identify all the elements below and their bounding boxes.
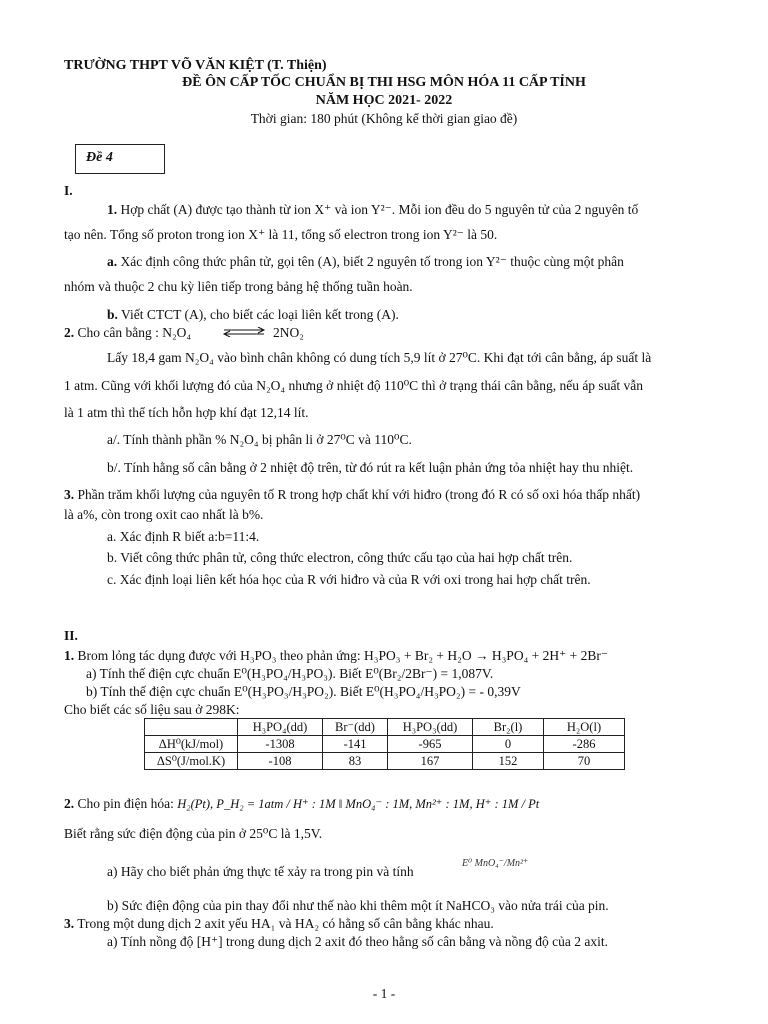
exam-label-box: [75, 144, 165, 174]
equilibrium-arrow-icon: [222, 327, 266, 337]
exam-duration: Thời gian: 180 phút (Không kể thời gian giao đề): [250, 111, 518, 126]
s1-q2-line3: là 1 atm thì thể tích hỗn hợp khí đạt 12,14 lít.: [64, 405, 309, 420]
s2-q3: 3. Trong một dung dịch 2 axit yếu HA₁ và HA₂ có hằng số cân bằng khác nhau.: [64, 916, 494, 931]
s1-q1-line1: 1. Hợp chất (A) được tạo thành từ ion X⁺ và ion Y²⁻. Mỗi ion đều do 5 nguyên tử của 2 nguyên tố: [107, 202, 639, 217]
s1-q2b: b/. Tính hằng số cân bằng ở 2 nhiệt độ trên, từ đó rút ra kết luận phản ứng tỏa nhiệt hay thu nhiệt.: [107, 460, 634, 475]
s1-q1a-line2: nhóm và thuộc 2 chu kỳ liên tiếp trong bảng hệ thống tuần hoàn.: [64, 279, 413, 294]
table-cell: 0: [473, 736, 544, 753]
table-header-cell: [145, 719, 238, 736]
s2-data-intro: Cho biết các số liệu sau ở 298K:: [64, 702, 240, 717]
table-cell: 152: [473, 753, 544, 770]
s1-q1b: b. Viết CTCT (A), cho biết các loại liên kết trong (A).: [107, 307, 399, 322]
s1-q2-equilibrium-right: 2NO₂: [273, 325, 304, 340]
s2-q2-cell: 2. Cho pin điện hóa: H₂(Pt), P_H₂ = 1atm / H⁺ : 1M ‖ MnO₄⁻ : 1M, Mn²⁺ : 1M, H⁺ : 1M / Pt: [64, 796, 540, 811]
s1-q2a: a/. Tính thành phần % N₂O₄ bị phân li ở 27⁰C và 110⁰C.: [107, 432, 412, 447]
s1-q2-equilibrium-left: 2. Cho cân bằng : N₂O₄: [64, 325, 192, 340]
table-header-cell: H₃PO₃(dd): [388, 719, 473, 736]
table-cell: ΔH⁰(kJ/mol): [145, 736, 238, 753]
table-header-cell: H₂O(l): [544, 719, 625, 736]
s1-q3a: a. Xác định R biết a:b=11:4.: [107, 529, 260, 544]
table-cell: ΔS⁰(J/mol.K): [145, 753, 238, 770]
s1-q3-line1: 3. Phần trăm khối lượng của nguyên tố R trong hợp chất khí với hiđro (trong đó R có số oxi hóa thấp nhất): [64, 487, 641, 502]
s1-q2-line2: 1 atm. Cũng với khối lượng đó của N₂O₄ nhưng ở nhiệt độ 110⁰C thì ở trạng thái cân bằng, nếu áp suất vẫn: [64, 378, 644, 393]
s1-q3c: c. Xác định loại liên kết hóa học của R với hiđro và của R với oxi trong hai hợp chất trên.: [107, 572, 591, 587]
table-header-cell: H₃PO₄(dd): [238, 719, 323, 736]
table-cell: -108: [238, 753, 323, 770]
s1-q1a-line1: a. Xác định công thức phân tử, gọi tên (A), biết 2 nguyên tố trong ion Y²⁻ thuộc cùng một phân: [107, 254, 624, 269]
school-year: NĂM HỌC 2021- 2022: [315, 93, 453, 108]
s2-q2-emf: Biết rằng sức điện động của pin ở 25⁰C là 1,5V.: [64, 826, 323, 841]
school-name: TRƯỜNG THPT VÕ VĂN KIỆT (T. Thiện): [64, 58, 327, 73]
section-2-heading: II.: [64, 628, 78, 643]
thermo-data-table: [144, 718, 625, 770]
table-cell: 70: [544, 753, 625, 770]
table-header-cell: Br₂(l): [473, 719, 544, 736]
s2-q2b: b) Sức điện động của pin thay đổi như thế nào khi thêm một ít NaHCO₃ vào nửa trái của pin.: [107, 898, 609, 913]
table-cell: 83: [323, 753, 388, 770]
s2-q1b: b) Tính thế điện cực chuẩn E⁰(H₃PO₃/H₃PO₂). Biết E⁰(H₃PO₄/H₃PO₂) = - 0,39V: [86, 684, 521, 699]
table-cell: -965: [388, 736, 473, 753]
s2-q3a: a) Tính nồng độ [H⁺] trong dung dịch 2 axit đó theo hằng số cân bằng và nồng độ của 2 axit.: [107, 934, 609, 949]
table-cell: -1308: [238, 736, 323, 753]
table-row: [145, 736, 625, 753]
s2-q1a: a) Tính thế điện cực chuẩn E⁰(H₃PO₄/H₃PO₃). Biết E⁰(Br₂/2Br⁻) = 1,087V.: [86, 666, 494, 681]
s1-q1-line2: tạo nên. Tổng số proton trong ion X⁺ là 11, tổng số electron trong ion Y²⁻ là 50.: [64, 227, 498, 242]
exam-title: ĐỀ ÔN CẤP TỐC CHUẨN BỊ THI HSG MÔN HÓA 11 CẤP TỈNH: [182, 75, 586, 90]
table-cell: 167: [388, 753, 473, 770]
table-cell: -286: [544, 736, 625, 753]
s2-q2a: a) Hãy cho biết phản ứng thực tế xảy ra trong pin và tính: [107, 864, 414, 879]
page-number: - 1 -: [372, 986, 396, 1001]
table-cell: -141: [323, 736, 388, 753]
s2-q1: 1. Brom lỏng tác dụng được với H₃PO₃ theo phản ứng: H₃PO₃ + Br₂ + H₂O → H₃PO₄ + 2H⁺ + 2Br⁻: [64, 648, 609, 663]
s1-q3-line2: là a%, còn trong oxit cao nhất là b%.: [64, 507, 264, 522]
table-row: [145, 753, 625, 770]
table-header-row: [145, 719, 625, 736]
s1-q2-line1: Lấy 18,4 gam N₂O₄ vào bình chân không có dung tích 5,9 lít ở 27⁰C. Khi đạt tới cân bằng, áp suất là: [107, 350, 652, 365]
table-header-cell: Br⁻(dd): [323, 719, 388, 736]
standard-potential-symbol: E⁰ MnO₄⁻/Mn²⁺: [462, 858, 529, 869]
exam-label: Đề 4: [86, 150, 113, 165]
s1-q3b: b. Viết công thức phân tử, công thức electron, công thức cấu tạo của hai hợp chất trên.: [107, 550, 573, 565]
section-1-heading: I.: [64, 183, 73, 198]
